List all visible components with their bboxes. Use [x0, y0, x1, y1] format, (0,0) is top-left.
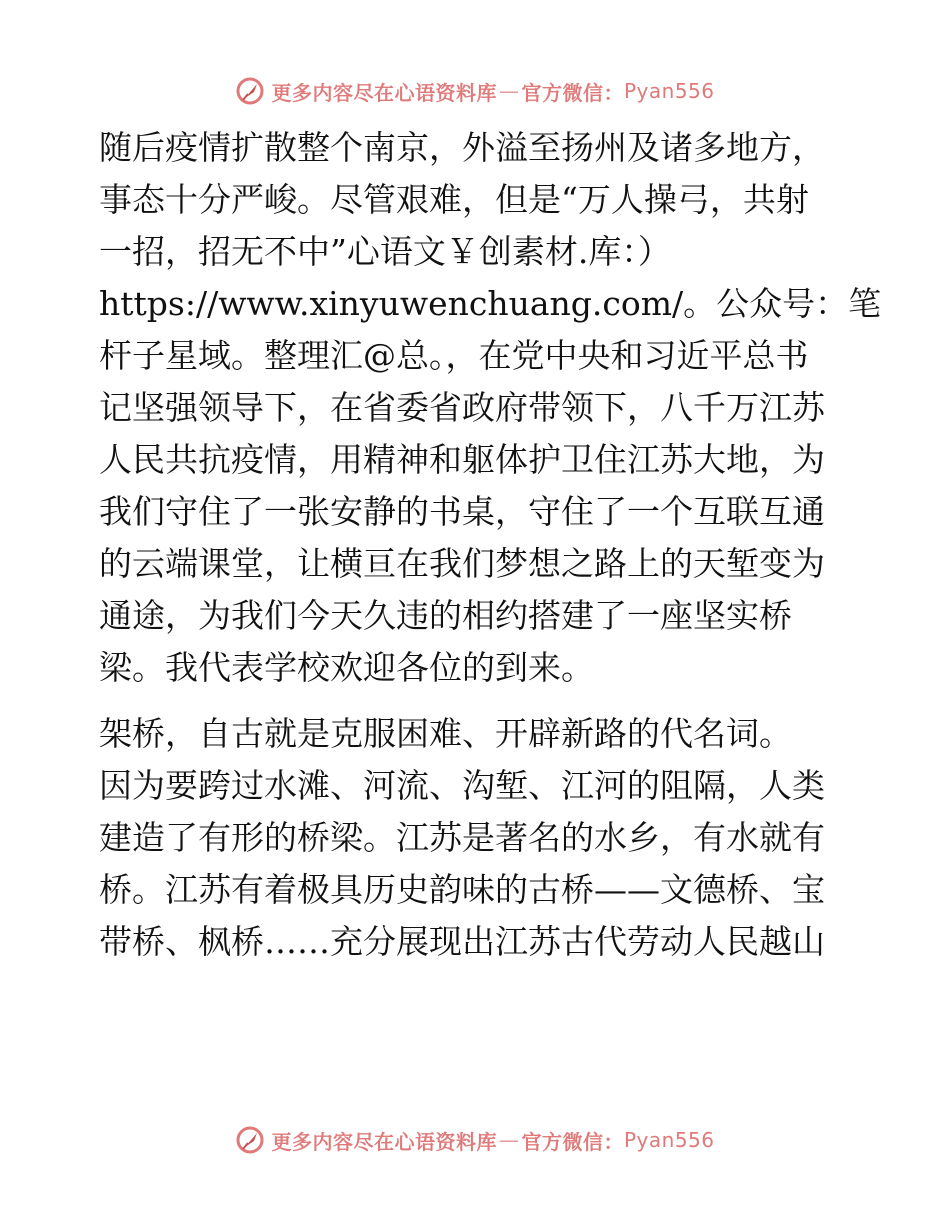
text-line: 因为要跨过水滩、河流、沟堑、江河的阻隔，人类 [99, 766, 825, 805]
paragraph-2 [99, 708, 859, 968]
text-line: 通途，为我们今天久违的相约搭建了一座坚实桥 [99, 596, 792, 635]
text-line: 的云端课堂，让横亘在我们梦想之路上的天堑变为 [99, 544, 825, 583]
text-line: 一招，招无不中”心语文￥创素材.库：） [99, 232, 671, 271]
text-line: 带桥、枫桥……充分展现出江苏古代劳动人民越山 [99, 922, 825, 961]
site-text: 更多内容尽在心语资料库 [271, 80, 497, 105]
footer-watermark-banner [0, 1120, 950, 1160]
feather-circle-icon [235, 76, 265, 106]
text-line: https://www.xinyuwenchuang.com/。公众号：笔 [99, 284, 882, 323]
feather-circle-icon [235, 1125, 265, 1155]
text-line: 人民共抗疫情，用精神和躯体护卫住江苏大地，为 [99, 440, 825, 479]
text-line: 杆子星域。整理汇@总。，在党中央和习近平总书 [99, 336, 809, 375]
paragraph-1 [99, 122, 882, 694]
separator: — [498, 79, 520, 103]
text-line: 架桥，自古就是克服困难、开辟新路的代名词。 [99, 714, 792, 753]
wechat-label: 官方微信： [521, 1129, 624, 1154]
text-line: 记坚强领导下，在省委省政府带领下，八千万江苏 [99, 388, 825, 427]
text-line: 事态十分严峻。尽管艰难，但是“万人操弓，共射 [99, 180, 809, 219]
site-text: 更多内容尽在心语资料库 [271, 1129, 497, 1154]
text-line: 随后疫情扩散整个南京，外溢至扬州及诸多地方， [99, 128, 825, 167]
wechat-account: Pyan556 [623, 79, 715, 103]
text-line: 我们守住了一张安静的书桌，守住了一个互联互通 [99, 492, 825, 531]
text-line: 建造了有形的桥梁。江苏是著名的水乡，有水就有 [99, 818, 825, 857]
header-watermark-banner [0, 71, 950, 111]
separator: — [498, 1128, 520, 1152]
text-line: 梁。我代表学校欢迎各位的到来。 [99, 648, 594, 687]
wechat-label: 官方微信： [521, 80, 624, 105]
text-line: 桥。江苏有着极具历史韵味的古桥——文德桥、宝 [99, 870, 825, 909]
wechat-account: Pyan556 [623, 1128, 715, 1152]
document-body [99, 122, 882, 968]
